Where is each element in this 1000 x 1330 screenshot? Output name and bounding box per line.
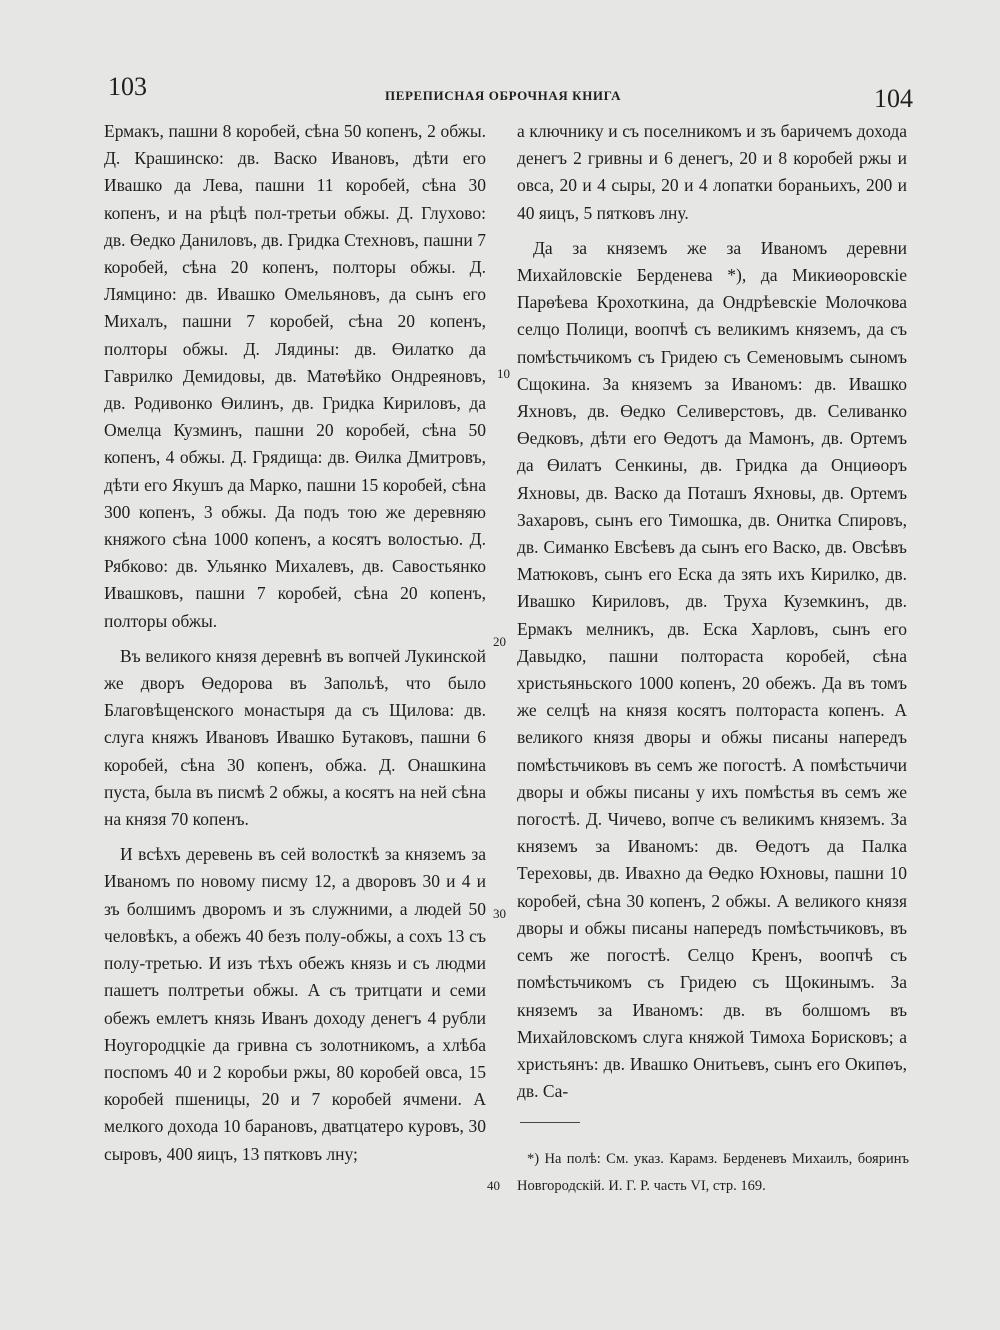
- running-title: ПЕРЕПИСНАЯ ОБРОЧНАЯ КНИГА: [385, 88, 622, 103]
- left-column: [104, 118, 486, 1168]
- right-column: [517, 118, 907, 1105]
- line-number-40: 40: [487, 1178, 500, 1193]
- footnote-divider: [520, 1122, 580, 1123]
- line-number-20: 20: [493, 634, 506, 649]
- left-paragraph-2: Въ великого князя деревнѣ въ вопчей Лукинской же дворъ Өедорова въ Запольѣ, что было Благовѣщенского монастыря да съ Щилова: дв. слуга княжъ Ивановъ Ивашко Бутаковъ, пашни 6 коробей, сѣна 30 копенъ, обжа. Д. Онашкина пуста, была въ писмѣ 2 обжы, а косятъ на ней сѣна на князя 70 копенъ.: [104, 645, 486, 830]
- line-number-10: 10: [497, 366, 510, 381]
- page-number-left: 103: [108, 72, 147, 101]
- left-paragraph-1: Ермакъ, пашни 8 коробей, сѣна 50 копенъ, 2 обжы. Д. Крашинско: дв. Васко Ивановъ, дѣти его Ивашко да Лева, пашни 11 коробей, сѣна 30 копенъ, и на рѣцѣ пол-третьи обжы. Д. Глухово: дв. Өедко Даниловъ, дв. Гридка Стехновъ, пашни 7 коробей, сѣна 20 копенъ, полторы обжы. Д. Лямцино: дв. Ивашко Омельяновъ, да сынъ его Михалъ, пашни 7 коробей, сѣна 20 копенъ, полторы обжы. Д. Лядины: дв. Өилатко да Гаврилко Демидовы, дв. Матөѣйко Ондреяновъ, дв. Родивонко Өилинъ, дв. Гридка Кириловъ, да Омелца Кузминъ, пашни 20 коробей, сѣна 50 копенъ, 4 обжы. Д. Грядища: дв. Өилка Дмитровъ, дѣти его Якушъ да Марко, пашни 15 коробей, сѣна 300 копенъ, 3 обжы. Да подъ тою же деревняю княжого сѣна 1000 копенъ, а косятъ волостью. Д. Рябково: дв. Ульянко Михалевъ, дв. Савостьянко Ивашковъ, пашни 7 коробей, сѣна 20 копенъ, полторы обжы.: [104, 121, 486, 631]
- line-number-30: 30: [493, 906, 506, 921]
- footnote: [517, 1146, 909, 1200]
- left-paragraph-3: И всѣхъ деревень въ сей волосткѣ за княземъ за Иваномъ по новому писму 12, а дворовъ 30 и 4 и зъ болшимъ дворомъ и зъ служними, а людей 50 человѣкъ, а обежъ 40 безъ полу-обжы, а сохъ 13 съ полу-третью. И изъ тѣхъ обежъ князь и съ людми пашетъ полтретьи обжы. А съ тритцати и семи обежъ емлетъ князь Иванъ доходу денегъ 4 рубли Ноугородцкіе да гривна съ золотникомъ, а хлѣба поспомъ 40 и 2 коробьи ржы, 80 коробей овса, 15 коробей пшеницы, 20 и 7 коробей ячмени. А мелкого дохода 10 барановъ, дватцатеро куровъ, 30 сыровъ, 400 яицъ, 13 пятковъ лну;: [104, 844, 486, 1164]
- right-paragraph-1: а ключнику и съ поселникомъ и зъ баричемъ дохода денегъ 2 гривны и 6 денегъ, 20 и 8 коробей ржы и овса, 20 и 4 сыры, 20 и 4 лопатки бораньихъ, 200 и 40 яицъ, 5 пятковъ лну.: [517, 121, 907, 223]
- footnote-text: *) На полѣ: См. указ. Карамз. Берденевъ Михаилъ, бояринъ Новгородскій. И. Г. Р. часть VI, стр. 169.: [517, 1151, 909, 1194]
- page-header: [0, 72, 1000, 112]
- page-number-right: 104: [874, 84, 913, 113]
- right-paragraph-2: Да за княземъ же за Иваномъ деревни Михайловскіе Берденева *), да Микиөоровскіе Парөѣева Крохоткина, да Ондрѣевскіе Молочкова селцо Полици, воопчѣ съ великимъ княземъ, да съ помѣстьчикомъ съ Гридею съ Семеновымъ сыномъ Сщокина. За княземъ за Иваномъ: дв. Ивашко Яхновъ, дв. Өедко Селиверстовъ, дв. Селиванко Өедковъ, дѣти его Өедотъ да Мамонъ, дв. Ортемъ да Өилатъ Сенкины, дв. Гридка да Онциөоръ Яхновы, дв. Васко да Поташъ Яхновы, дв. Ортемъ Захаровъ, сынъ его Тимошка, дв. Онитка Спировъ, дв. Симанко Евсѣевъ да сынъ его Васко, дв. Овсѣвъ Матюковъ, сынъ его Еска да зять ихъ Кирилко, дв. Ивашко Кириловъ, дв. Труха Куземкинъ, дв. Ермакъ мелникъ, дв. Еска Харловъ, сынъ его Давыдко, пашни полтораста коробей, сѣна христьяньского 1000 копенъ, 20 обежъ. Да въ томъ же селцѣ на князя косятъ полтораста копенъ. А великого князя дворы и обжы писаны напередъ помѣстьчиковъ въ семъ же погостѣ. А помѣстьчичи дворы и обжы писаны у ихъ помѣстья въ семъ же погостѣ. Д. Чичево, вопче съ великимъ княземъ. За княземъ за Иваномъ: дв. Өедотъ да Палка Тереховы, дв. Ивахно да Өедко Юхновы, пашни 10 коробей, сѣна 30 копенъ, 2 обжы. А великого князя дворы и обжы писаны напередъ помѣстьчиковъ, въ семъ же погостѣ. Селцо Кренъ, воопчѣ съ помѣстьчикомъ съ Гридею съ Щокинымъ. За княземъ за Иваномъ: дв. въ болшомъ въ Михайловскомъ слуга княжой Тимоха Борисковъ; а христьянъ: дв. Ивашко Онитьевъ, сынъ его Окипөъ, дв. Са-: [517, 237, 907, 1102]
